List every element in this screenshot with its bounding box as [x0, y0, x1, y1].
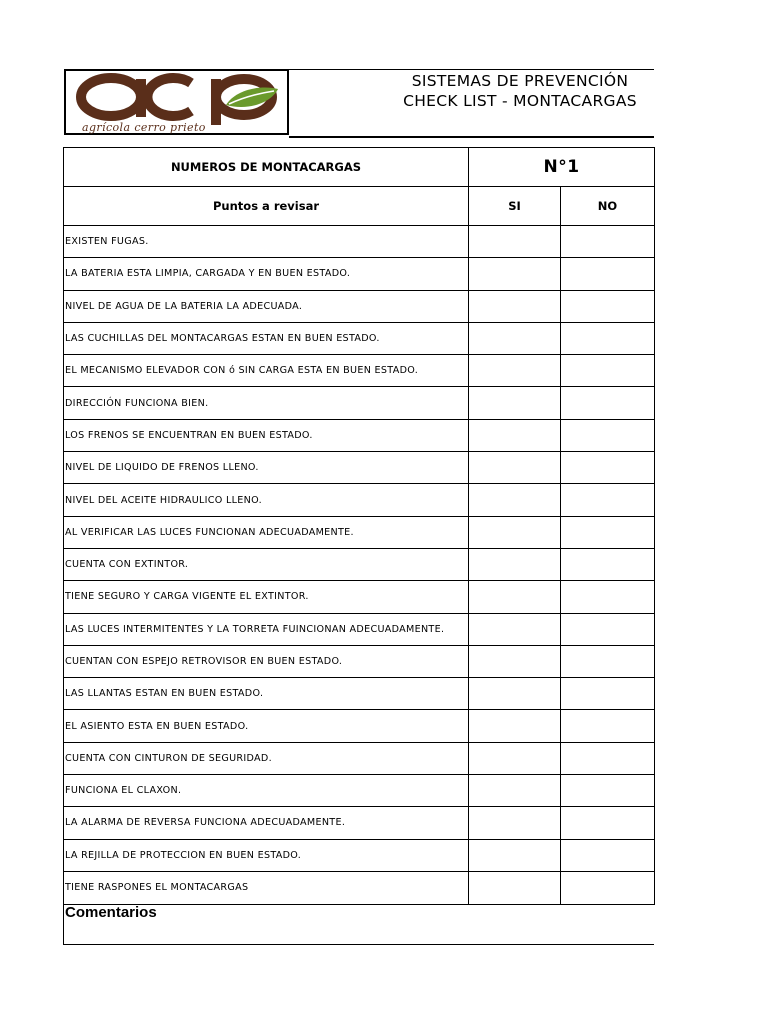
yes-checkbox-cell[interactable] [469, 742, 561, 774]
comments-label: Comentarios [65, 904, 157, 921]
no-checkbox-cell[interactable] [561, 226, 655, 258]
yes-checkbox-cell[interactable] [469, 258, 561, 290]
checklist-item-label: EL MECANISMO ELEVADOR CON ó SIN CARGA ESTA EN BUEN ESTADO. [64, 355, 469, 387]
table-row [64, 839, 655, 871]
checklist-item-label: NIVEL DE AGUA DE LA BATERIA LA ADECUADA. [64, 290, 469, 322]
document-title-block [290, 70, 654, 134]
no-checkbox-cell[interactable] [561, 645, 655, 677]
no-checkbox-cell[interactable] [561, 742, 655, 774]
no-checkbox-cell[interactable] [561, 355, 655, 387]
yes-checkbox-cell[interactable] [469, 355, 561, 387]
logo-tagline: agrícola cerro prieto [82, 121, 206, 134]
table-row [64, 548, 655, 580]
checklist-item-label: DIRECCIÓN FUNCIONA BIEN. [64, 387, 469, 419]
table-row [64, 807, 655, 839]
checklist-item-label: LOS FRENOS SE ENCUENTRAN EN BUEN ESTADO. [64, 419, 469, 451]
no-checkbox-cell[interactable] [561, 322, 655, 354]
table-row [64, 775, 655, 807]
checklist-item-label: LAS LLANTAS ESTAN EN BUEN ESTADO. [64, 678, 469, 710]
no-checkbox-cell[interactable] [561, 258, 655, 290]
company-logo [64, 69, 289, 135]
no-checkbox-cell[interactable] [561, 775, 655, 807]
yes-checkbox-cell[interactable] [469, 839, 561, 871]
yes-checkbox-cell[interactable] [469, 484, 561, 516]
checklist-item-label: NIVEL DE LIQUIDO DE FRENOS LLENO. [64, 452, 469, 484]
checklist-item-label: LAS LUCES INTERMITENTES Y LA TORRETA FUINCIONAN ADECUADAMENTE. [64, 613, 469, 645]
table-row [64, 581, 655, 613]
points-header: Puntos a revisar [64, 187, 469, 226]
yes-checkbox-cell[interactable] [469, 452, 561, 484]
table-row [64, 645, 655, 677]
table-row [64, 484, 655, 516]
no-checkbox-cell[interactable] [561, 387, 655, 419]
yes-checkbox-cell[interactable] [469, 419, 561, 451]
table-row [64, 871, 655, 904]
document-title-line2: CHECK LIST - MONTACARGAS [403, 92, 637, 110]
no-header: NO [561, 187, 655, 226]
checklist-item-label: NIVEL DEL ACEITE HIDRAULICO LLENO. [64, 484, 469, 516]
forklift-number-row [64, 148, 655, 187]
no-checkbox-cell[interactable] [561, 484, 655, 516]
checklist-item-label: EXISTEN FUGAS. [64, 226, 469, 258]
checklist-item-label: EL ASIENTO ESTA EN BUEN ESTADO. [64, 710, 469, 742]
yes-checkbox-cell[interactable] [469, 613, 561, 645]
checklist-item-label: LAS CUCHILLAS DEL MONTACARGAS ESTAN EN BUEN ESTADO. [64, 322, 469, 354]
header-bottom-border [289, 136, 654, 138]
yes-checkbox-cell[interactable] [469, 645, 561, 677]
table-row [64, 516, 655, 548]
no-checkbox-cell[interactable] [561, 710, 655, 742]
checklist-item-label: AL VERIFICAR LAS LUCES FUNCIONAN ADECUADAMENTE. [64, 516, 469, 548]
no-checkbox-cell[interactable] [561, 452, 655, 484]
checklist-item-label: LA BATERIA ESTA LIMPIA, CARGADA Y EN BUEN ESTADO. [64, 258, 469, 290]
checklist-item-label: CUENTA CON EXTINTOR. [64, 548, 469, 580]
no-checkbox-cell[interactable] [561, 807, 655, 839]
table-row [64, 322, 655, 354]
table-row [64, 452, 655, 484]
no-checkbox-cell[interactable] [561, 419, 655, 451]
checklist-item-label: CUENTAN CON ESPEJO RETROVISOR EN BUEN ESTADO. [64, 645, 469, 677]
forklift-number: N°1 [469, 148, 655, 187]
checklist-item-label: TIENE SEGURO Y CARGA VIGENTE EL EXTINTOR. [64, 581, 469, 613]
table-row [64, 678, 655, 710]
yes-checkbox-cell[interactable] [469, 548, 561, 580]
no-checkbox-cell[interactable] [561, 516, 655, 548]
table-row [64, 290, 655, 322]
no-checkbox-cell[interactable] [561, 613, 655, 645]
no-checkbox-cell[interactable] [561, 839, 655, 871]
checklist-items [64, 226, 655, 905]
yes-checkbox-cell[interactable] [469, 775, 561, 807]
checklist-item-label: LA ALARMA DE REVERSA FUNCIONA ADECUADAMENTE. [64, 807, 469, 839]
yes-header: SI [469, 187, 561, 226]
checklist-item-label: FUNCIONA EL CLAXON. [64, 775, 469, 807]
document-title-line1: SISTEMAS DE PREVENCIÓN [411, 72, 629, 90]
checklist-item-label: CUENTA CON CINTURON DE SEGURIDAD. [64, 742, 469, 774]
yes-checkbox-cell[interactable] [469, 387, 561, 419]
forklift-number-label: NUMEROS DE MONTACARGAS [64, 148, 469, 187]
table-row [64, 710, 655, 742]
checklist-table [63, 147, 655, 905]
yes-checkbox-cell[interactable] [469, 807, 561, 839]
no-checkbox-cell[interactable] [561, 678, 655, 710]
yes-checkbox-cell[interactable] [469, 290, 561, 322]
yes-checkbox-cell[interactable] [469, 322, 561, 354]
table-row [64, 226, 655, 258]
table-row [64, 742, 655, 774]
table-row [64, 419, 655, 451]
table-row [64, 258, 655, 290]
no-checkbox-cell[interactable] [561, 581, 655, 613]
yes-checkbox-cell[interactable] [469, 581, 561, 613]
no-checkbox-cell[interactable] [561, 871, 655, 904]
yes-checkbox-cell[interactable] [469, 516, 561, 548]
table-row [64, 387, 655, 419]
table-row [64, 355, 655, 387]
no-checkbox-cell[interactable] [561, 290, 655, 322]
checklist-item-label: TIENE RASPONES EL MONTACARGAS [64, 871, 469, 904]
no-checkbox-cell[interactable] [561, 548, 655, 580]
column-header-row [64, 187, 655, 226]
yes-checkbox-cell[interactable] [469, 226, 561, 258]
checklist-item-label: LA REJILLA DE PROTECCION EN BUEN ESTADO. [64, 839, 469, 871]
yes-checkbox-cell[interactable] [469, 710, 561, 742]
table-row [64, 613, 655, 645]
yes-checkbox-cell[interactable] [469, 678, 561, 710]
yes-checkbox-cell[interactable] [469, 871, 561, 904]
